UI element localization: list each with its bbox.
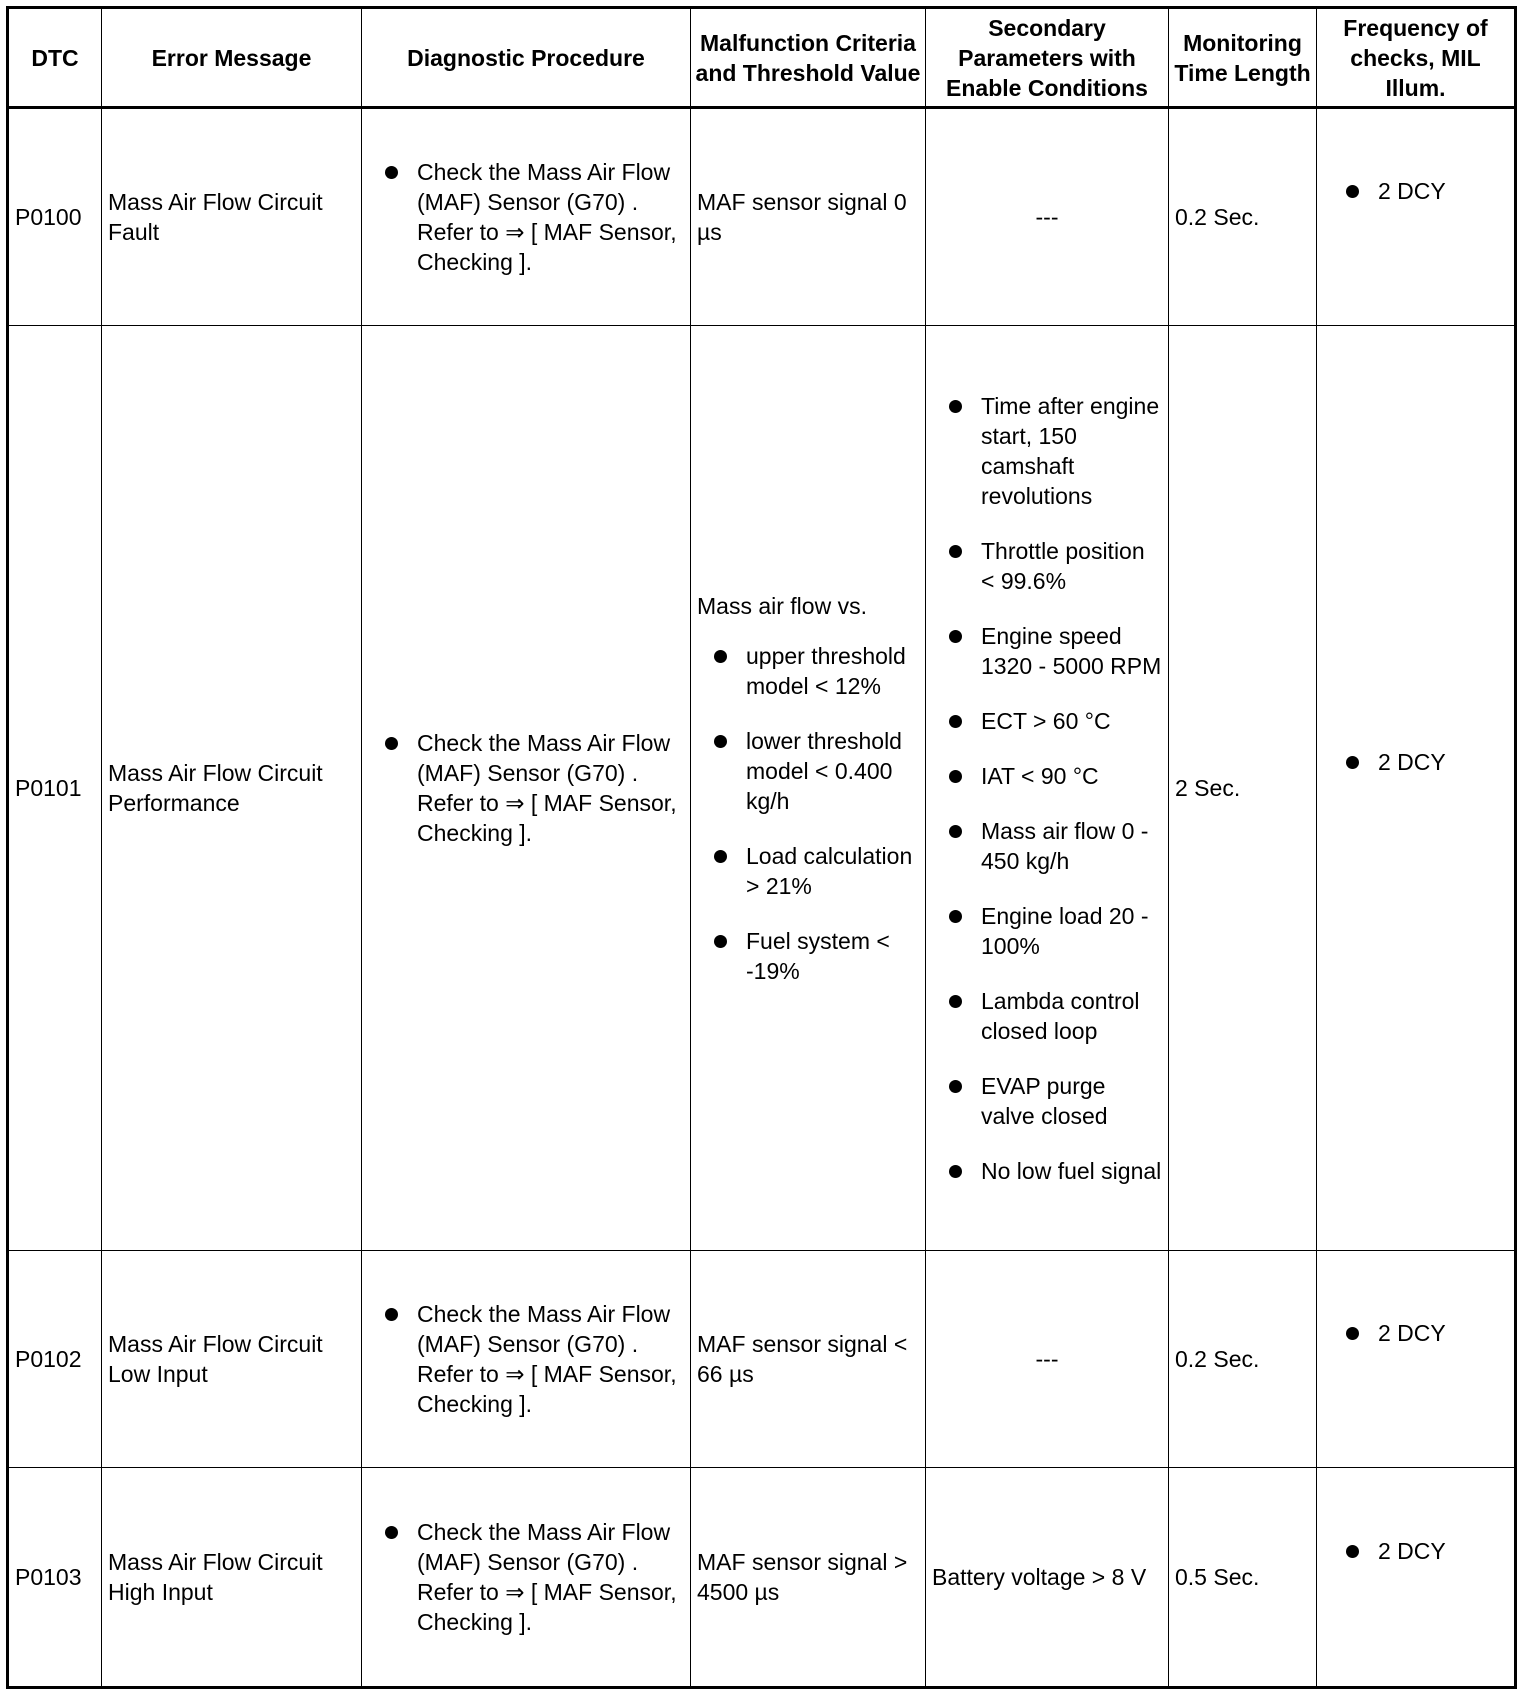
secondary-item-text: Throttle position < 99.6% <box>981 537 1145 594</box>
list-item <box>1323 1318 1508 1348</box>
table-row <box>8 108 1516 326</box>
frequency-list <box>1323 1536 1508 1566</box>
secondary-item-text: Lambda control closed loop <box>981 987 1140 1044</box>
bullet-icon <box>714 735 727 748</box>
bullet-icon <box>949 825 962 838</box>
error-message: Mass Air Flow Circuit Fault <box>102 108 362 326</box>
dtc-code: P0100 <box>8 108 102 326</box>
secondary-parameters: --- <box>926 1251 1169 1468</box>
dtc-code: P0102 <box>8 1251 102 1468</box>
frequency <box>1317 326 1516 1251</box>
bullet-icon <box>1346 185 1359 198</box>
frequency-text: 2 DCY <box>1378 749 1446 775</box>
bullet-icon <box>1346 1545 1359 1558</box>
list-item <box>932 1156 1162 1186</box>
list-item <box>1323 176 1508 206</box>
bullet-icon <box>1346 1327 1359 1340</box>
malfunction-intro: Mass air flow vs. <box>697 592 867 619</box>
list-item <box>1323 747 1508 777</box>
procedure-text: Check the Mass Air Flow (MAF) Sensor (G70) . Refer to ⇒ [ MAF Sensor, Checking ]. <box>417 1519 677 1635</box>
list-item <box>368 157 684 277</box>
error-message: Mass Air Flow Circuit High Input <box>102 1468 362 1688</box>
secondary-parameters: --- <box>926 108 1169 326</box>
header-row <box>8 8 1516 108</box>
bullet-icon <box>949 545 962 558</box>
secondary-item-text: Engine speed 1320 - 5000 RPM <box>981 622 1162 679</box>
malfunction-item-text: lower threshold model < 0.400 kg/h <box>746 727 902 814</box>
list-item <box>697 641 919 701</box>
dtc-code: P0101 <box>8 326 102 1251</box>
list-item <box>368 1299 684 1419</box>
bullet-icon <box>714 935 727 948</box>
list-item <box>932 706 1162 736</box>
list-item <box>368 1517 684 1637</box>
table-row <box>8 1468 1516 1688</box>
header-monitoring-time: Monitoring Time Length <box>1169 8 1317 108</box>
frequency-text: 2 DCY <box>1378 178 1446 204</box>
bullet-icon <box>949 715 962 728</box>
header-dtc: DTC <box>8 8 102 108</box>
bullet-icon <box>949 400 962 413</box>
frequency-text: 2 DCY <box>1378 1538 1446 1564</box>
list-item <box>932 986 1162 1046</box>
procedure-text: Check the Mass Air Flow (MAF) Sensor (G70) . Refer to ⇒ [ MAF Sensor, Checking ]. <box>417 730 677 846</box>
table-row <box>8 326 1516 1251</box>
monitoring-time: 0.5 Sec. <box>1169 1468 1317 1688</box>
procedure-list <box>368 157 684 277</box>
list-item <box>932 1071 1162 1131</box>
frequency <box>1317 1468 1516 1688</box>
list-item <box>932 816 1162 876</box>
secondary-parameters <box>926 326 1169 1251</box>
bullet-icon <box>949 1165 962 1178</box>
malfunction-criteria: MAF sensor signal > 4500 µs <box>691 1468 926 1688</box>
bullet-icon <box>949 995 962 1008</box>
secondary-item-text: IAT < 90 °C <box>981 762 1099 789</box>
monitoring-time: 2 Sec. <box>1169 326 1317 1251</box>
secondary-item-text: EVAP purge valve closed <box>981 1072 1108 1129</box>
frequency-list <box>1323 747 1508 777</box>
malfunction-criteria: MAF sensor signal 0 µs <box>691 108 926 326</box>
bullet-icon <box>949 630 962 643</box>
list-item <box>932 536 1162 596</box>
bullet-icon <box>714 650 727 663</box>
procedure-list <box>368 728 684 848</box>
header-frequency: Frequency of checks, MIL Illum. <box>1317 8 1516 108</box>
list-item <box>1323 1536 1508 1566</box>
bullet-icon <box>1346 756 1359 769</box>
bullet-icon <box>949 1080 962 1093</box>
error-message: Mass Air Flow Circuit Performance <box>102 326 362 1251</box>
error-message: Mass Air Flow Circuit Low Input <box>102 1251 362 1468</box>
frequency <box>1317 108 1516 326</box>
header-secondary-parameters: Secondary Parameters with Enable Conditions <box>926 8 1169 108</box>
bullet-icon <box>385 1526 398 1539</box>
table-row <box>8 1251 1516 1468</box>
list-item <box>932 761 1162 791</box>
list-item <box>932 391 1162 511</box>
malfunction-item-text: upper threshold model < 12% <box>746 642 906 699</box>
procedure-list <box>368 1299 684 1419</box>
list-item <box>697 841 919 901</box>
header-diagnostic-procedure: Diagnostic Procedure <box>362 8 691 108</box>
secondary-list <box>932 391 1162 1186</box>
malfunction-criteria <box>691 326 926 1251</box>
secondary-item-text: No low fuel signal <box>981 1157 1162 1184</box>
list-item <box>368 728 684 848</box>
list-item <box>697 926 919 986</box>
diagnostic-procedure <box>362 1251 691 1468</box>
secondary-parameters: Battery voltage > 8 V <box>926 1468 1169 1688</box>
bullet-icon <box>385 166 398 179</box>
dtc-code: P0103 <box>8 1468 102 1688</box>
secondary-item-text: Time after engine start, 150 camshaft revolutions <box>981 392 1160 509</box>
header-error-message: Error Message <box>102 8 362 108</box>
dtc-table <box>6 6 1517 1689</box>
monitoring-time: 0.2 Sec. <box>1169 108 1317 326</box>
frequency <box>1317 1251 1516 1468</box>
monitoring-time: 0.2 Sec. <box>1169 1251 1317 1468</box>
procedure-text: Check the Mass Air Flow (MAF) Sensor (G70) . Refer to ⇒ [ MAF Sensor, Checking ]. <box>417 1301 677 1417</box>
header-malfunction-criteria: Malfunction Criteria and Threshold Value <box>691 8 926 108</box>
procedure-text: Check the Mass Air Flow (MAF) Sensor (G70) . Refer to ⇒ [ MAF Sensor, Checking ]. <box>417 159 677 275</box>
list-item <box>932 621 1162 681</box>
bullet-icon <box>949 770 962 783</box>
malfunction-item-text: Load calculation > 21% <box>746 842 913 899</box>
bullet-icon <box>385 737 398 750</box>
malfunction-item-text: Fuel system < -19% <box>746 927 890 984</box>
diagnostic-procedure <box>362 108 691 326</box>
bullet-icon <box>385 1308 398 1321</box>
secondary-item-text: ECT > 60 °C <box>981 707 1111 734</box>
bullet-icon <box>714 850 727 863</box>
frequency-list <box>1323 176 1508 206</box>
diagnostic-procedure <box>362 326 691 1251</box>
frequency-list <box>1323 1318 1508 1348</box>
list-item <box>697 726 919 816</box>
secondary-item-text: Engine load 20 - 100% <box>981 902 1149 959</box>
procedure-list <box>368 1517 684 1637</box>
malfunction-list <box>697 641 919 986</box>
diagnostic-procedure <box>362 1468 691 1688</box>
frequency-text: 2 DCY <box>1378 1320 1446 1346</box>
secondary-item-text: Mass air flow 0 - 450 kg/h <box>981 817 1149 874</box>
bullet-icon <box>949 910 962 923</box>
malfunction-criteria: MAF sensor signal < 66 µs <box>691 1251 926 1468</box>
list-item <box>932 901 1162 961</box>
